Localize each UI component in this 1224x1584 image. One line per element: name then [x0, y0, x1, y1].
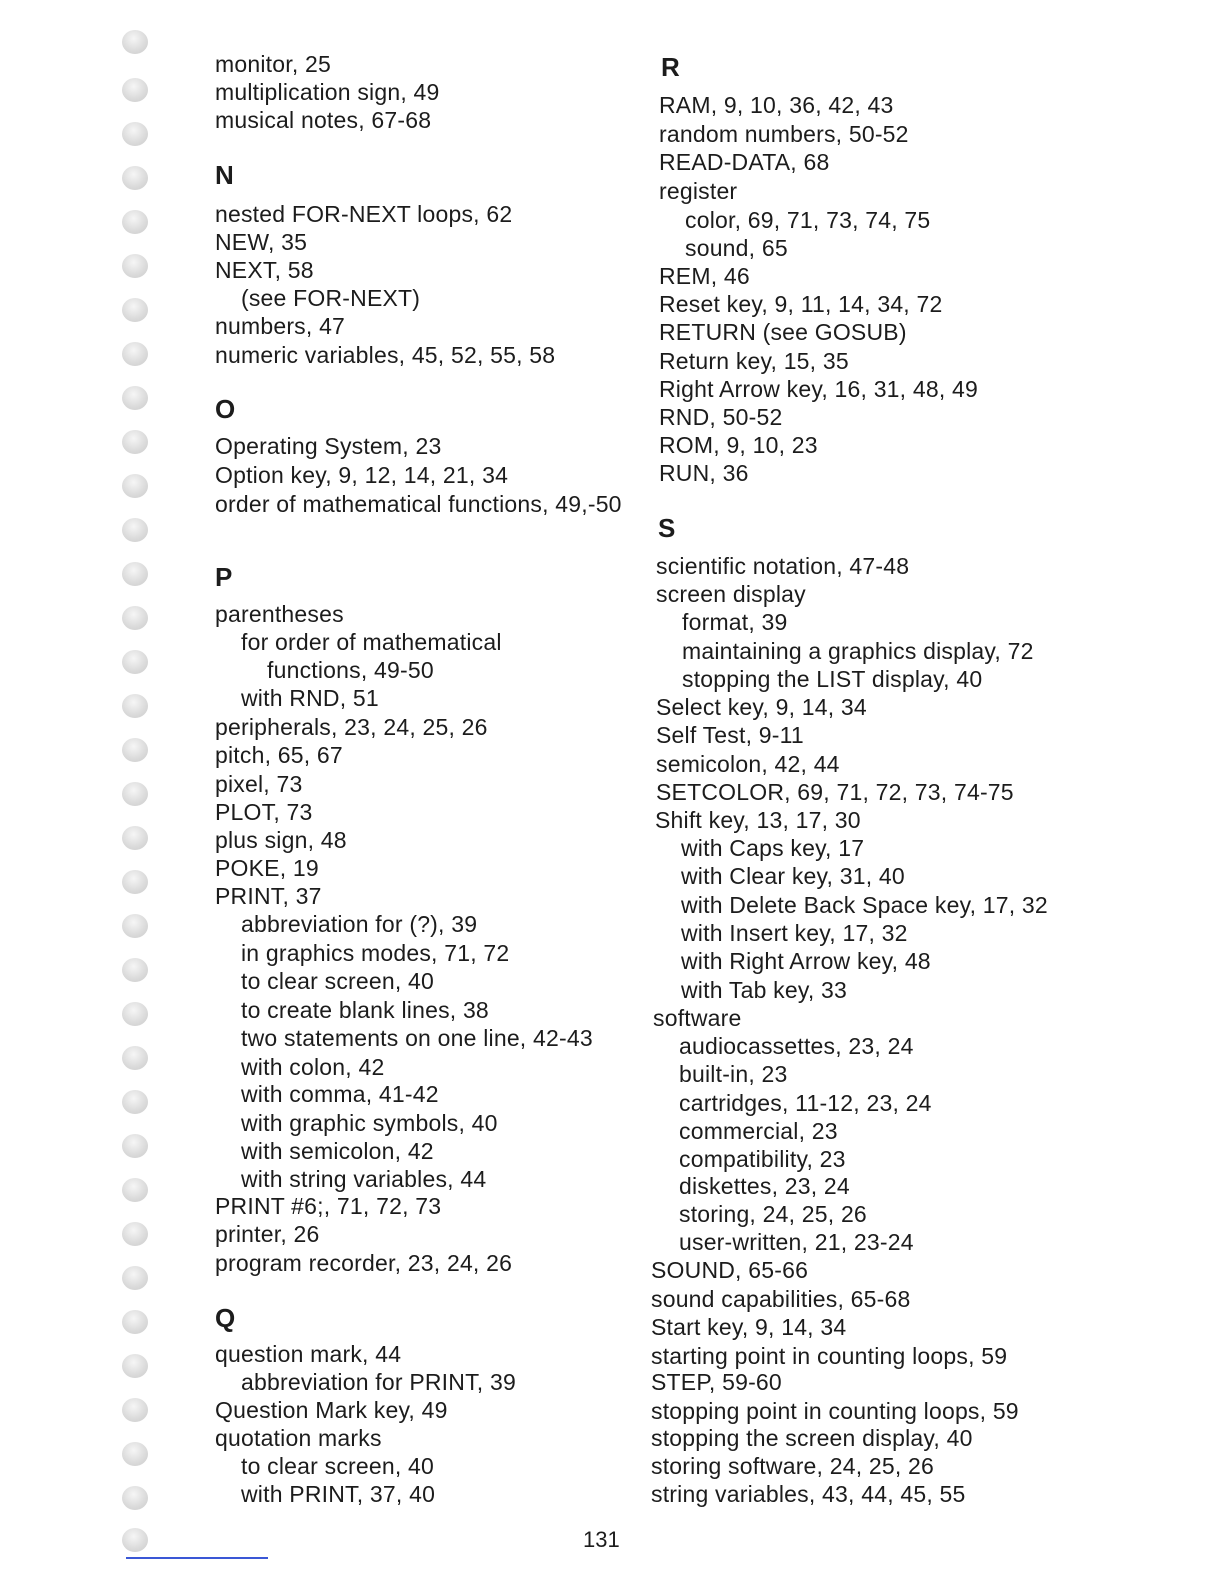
index-entry: SOUND, 65-66 — [651, 1257, 809, 1283]
binding-hole — [122, 1134, 148, 1158]
index-subentry: color, 69, 71, 73, 74, 75 — [685, 207, 931, 233]
binding-hole — [122, 386, 148, 410]
section-letter-o: O — [215, 394, 236, 424]
binding-hole — [122, 782, 148, 806]
index-subentry: with RND, 51 — [241, 685, 379, 711]
index-subentry: with comma, 41-42 — [241, 1081, 439, 1107]
section-letter-q: Q — [215, 1303, 236, 1333]
binding-hole — [122, 210, 148, 234]
index-subentry: with Caps key, 17 — [681, 835, 865, 861]
index-entry: PRINT #6;, 71, 72, 73 — [215, 1193, 442, 1219]
binding-hole — [122, 30, 148, 54]
binding-hole — [122, 606, 148, 630]
index-entry: pixel, 73 — [215, 771, 303, 797]
index-subentry: (see FOR-NEXT) — [241, 285, 421, 311]
index-entry: NEW, 35 — [215, 229, 308, 255]
index-entry: RAM, 9, 10, 36, 42, 43 — [659, 92, 894, 118]
index-entry: program recorder, 23, 24, 26 — [215, 1250, 513, 1276]
binding-hole — [122, 1310, 148, 1334]
index-subentry: two statements on one line, 42-43 — [241, 1025, 593, 1051]
index-entry: stopping point in counting loops, 59 — [651, 1398, 1019, 1424]
index-entry: numbers, 47 — [215, 313, 346, 339]
binding-hole — [122, 1222, 148, 1246]
index-entry: Self Test, 9-11 — [656, 722, 804, 748]
section-letter-p: P — [215, 562, 233, 592]
index-entry: order of mathematical functions, 49,-50 — [215, 491, 622, 517]
binding-hole — [122, 826, 148, 850]
index-entry: Start key, 9, 14, 34 — [651, 1314, 847, 1340]
index-entry: RUN, 36 — [659, 460, 749, 486]
index-entry: monitor, 25 — [215, 51, 331, 77]
binding-hole — [122, 870, 148, 894]
binding-hole — [122, 166, 148, 190]
index-subentry: cartridges, 11-12, 23, 24 — [679, 1090, 932, 1116]
index-entry: pitch, 65, 67 — [215, 742, 343, 768]
index-entry: musical notes, 67-68 — [215, 107, 432, 133]
section-letter-s: S — [658, 513, 676, 543]
binding-hole — [122, 562, 148, 586]
index-subentry: to create blank lines, 38 — [241, 997, 489, 1023]
index-entry: nested FOR-NEXT loops, 62 — [215, 201, 513, 227]
index-entry: Right Arrow key, 16, 31, 48, 49 — [659, 376, 979, 402]
binding-hole — [122, 1486, 148, 1510]
index-entry: random numbers, 50-52 — [659, 121, 909, 147]
index-subentry: stopping the LIST display, 40 — [682, 666, 983, 692]
index-entry: numeric variables, 45, 52, 55, 58 — [215, 342, 556, 368]
index-entry: stopping the screen display, 40 — [651, 1425, 973, 1451]
index-subentry: abbreviation for (?), 39 — [241, 911, 478, 937]
binding-hole — [122, 914, 148, 938]
index-entry: SETCOLOR, 69, 71, 72, 73, 74-75 — [656, 779, 1014, 805]
spiral-binding — [112, 20, 160, 1560]
index-entry: string variables, 43, 44, 45, 55 — [651, 1481, 966, 1507]
index-entry: sound capabilities, 65-68 — [651, 1286, 911, 1312]
index-entry: software — [653, 1005, 742, 1031]
binding-hole — [122, 342, 148, 366]
binding-hole — [122, 694, 148, 718]
index-entry: POKE, 19 — [215, 855, 319, 881]
binding-hole — [122, 1178, 148, 1202]
index-subentry: commercial, 23 — [679, 1118, 838, 1144]
binding-hole — [122, 1090, 148, 1114]
binding-hole — [122, 1398, 148, 1422]
index-entry: RND, 50-52 — [659, 404, 783, 430]
binding-hole — [122, 430, 148, 454]
page-number: 131 — [583, 1527, 620, 1552]
index-entry: Question Mark key, 49 — [215, 1397, 448, 1423]
index-entry: question mark, 44 — [215, 1341, 402, 1367]
index-entry: PLOT, 73 — [215, 799, 313, 825]
index-entry: Reset key, 9, 11, 14, 34, 72 — [659, 291, 943, 317]
section-letter-r: R — [661, 52, 680, 82]
index-subentry: functions, 49-50 — [267, 657, 434, 683]
index-subentry: with colon, 42 — [241, 1054, 385, 1080]
binding-hole — [122, 1046, 148, 1070]
binding-hole — [122, 122, 148, 146]
binding-hole — [122, 518, 148, 542]
index-subentry: user-written, 21, 23-24 — [679, 1229, 914, 1255]
binding-hole — [122, 650, 148, 674]
index-subentry: with string variables, 44 — [241, 1166, 487, 1192]
index-subentry: maintaining a graphics display, 72 — [682, 638, 1034, 664]
binding-hole — [122, 1002, 148, 1026]
index-entry: multiplication sign, 49 — [215, 79, 440, 105]
index-entry: plus sign, 48 — [215, 827, 347, 853]
index-entry: Return key, 15, 35 — [659, 348, 849, 374]
index-subentry: to clear screen, 40 — [241, 968, 435, 994]
binding-hole — [122, 1354, 148, 1378]
index-subentry: storing, 24, 25, 26 — [679, 1201, 867, 1227]
index-entry: RETURN (see GOSUB) — [659, 319, 907, 345]
index-entry: Shift key, 13, 17, 30 — [655, 807, 861, 833]
index-entry: screen display — [656, 581, 806, 607]
index-entry: STEP, 59-60 — [651, 1369, 782, 1395]
index-entry: PRINT, 37 — [215, 883, 322, 909]
index-entry: starting point in counting loops, 59 — [651, 1343, 1008, 1369]
binding-hole — [122, 1528, 148, 1552]
binding-hole — [122, 474, 148, 498]
index-subentry: to clear screen, 40 — [241, 1453, 435, 1479]
index-entry: parentheses — [215, 601, 344, 627]
index-subentry: for order of mathematical — [241, 629, 502, 655]
binding-hole — [122, 78, 148, 102]
index-subentry: with Right Arrow key, 48 — [681, 948, 931, 974]
index-entry: REM, 46 — [659, 263, 750, 289]
index-subentry: with Insert key, 17, 32 — [681, 920, 908, 946]
binding-hole — [122, 738, 148, 762]
index-subentry: built-in, 23 — [679, 1061, 788, 1087]
index-entry: Select key, 9, 14, 34 — [656, 694, 867, 720]
index-subentry: with semicolon, 42 — [241, 1138, 434, 1164]
index-entry: printer, 26 — [215, 1221, 320, 1247]
index-subentry: with Clear key, 31, 40 — [681, 863, 905, 889]
index-entry: NEXT, 58 — [215, 257, 314, 283]
index-entry: storing software, 24, 25, 26 — [651, 1453, 935, 1479]
index-subentry: with PRINT, 37, 40 — [241, 1481, 436, 1507]
index-entry: scientific notation, 47-48 — [656, 553, 910, 579]
index-subentry: sound, 65 — [685, 235, 788, 261]
index-entry: ROM, 9, 10, 23 — [659, 432, 818, 458]
index-entry: semicolon, 42, 44 — [656, 751, 840, 777]
binding-hole — [122, 298, 148, 322]
index-entry: quotation marks — [215, 1425, 382, 1451]
index-subentry: with Tab key, 33 — [681, 977, 847, 1003]
index-subentry: in graphics modes, 71, 72 — [241, 940, 510, 966]
section-letter-n: N — [215, 160, 234, 190]
binding-hole — [122, 1442, 148, 1466]
index-subentry: compatibility, 23 — [679, 1146, 846, 1172]
index-subentry: abbreviation for PRINT, 39 — [241, 1369, 516, 1395]
index-subentry: diskettes, 23, 24 — [679, 1173, 850, 1199]
binding-hole — [122, 1266, 148, 1290]
index-subentry: format, 39 — [682, 609, 788, 635]
index-entry: Operating System, 23 — [215, 433, 442, 459]
index-subentry: with Delete Back Space key, 17, 32 — [681, 892, 1048, 918]
scan-edge-line — [126, 1557, 268, 1559]
binding-hole — [122, 958, 148, 982]
index-entry: Option key, 9, 12, 14, 21, 34 — [215, 462, 509, 488]
index-subentry: with graphic symbols, 40 — [241, 1110, 498, 1136]
index-entry: peripherals, 23, 24, 25, 26 — [215, 714, 488, 740]
index-subentry: audiocassettes, 23, 24 — [679, 1033, 914, 1059]
binding-hole — [122, 254, 148, 278]
index-entry: register — [659, 178, 738, 204]
index-entry: READ-DATA, 68 — [659, 149, 830, 175]
